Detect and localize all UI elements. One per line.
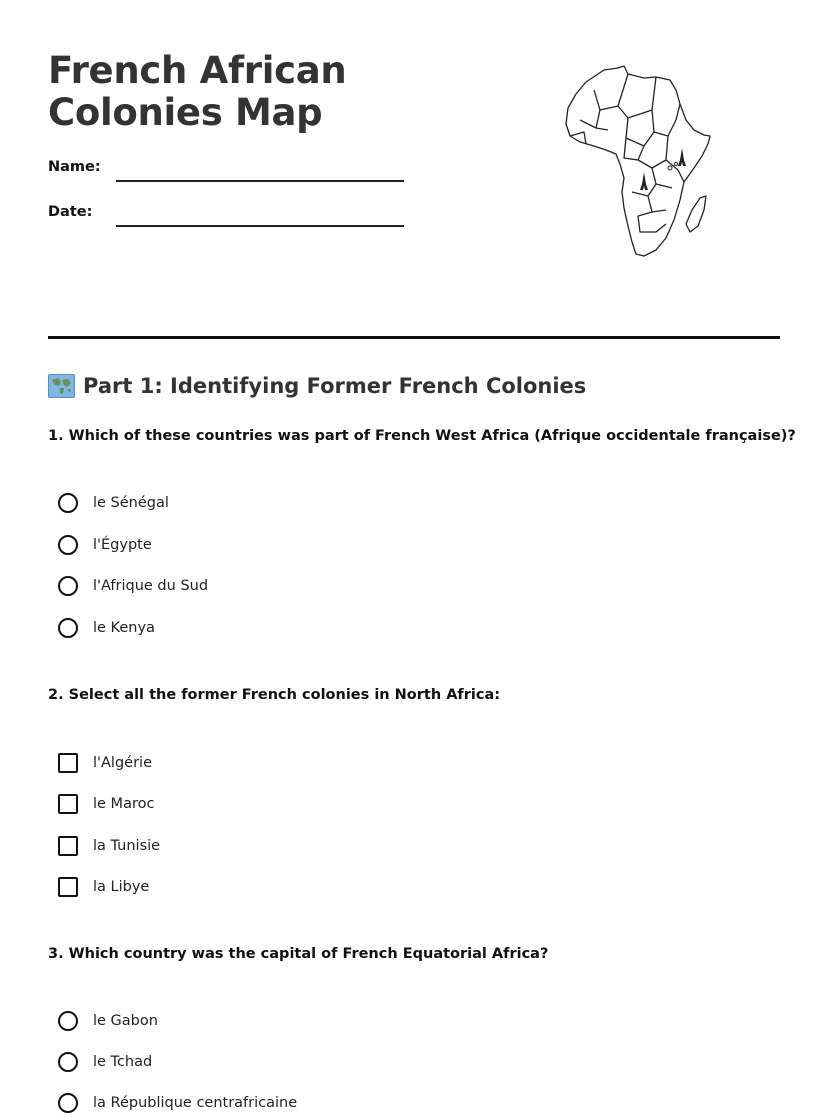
checkbox[interactable]	[58, 836, 78, 856]
page-title: French African Colonies Map	[48, 49, 347, 134]
option-label: la Libye	[93, 879, 150, 895]
q3-option-1[interactable]	[58, 1009, 158, 1033]
q3-option-2[interactable]	[58, 1050, 152, 1074]
checkbox[interactable]	[58, 753, 78, 773]
radio-button[interactable]	[58, 576, 78, 596]
option-label: le Tchad	[93, 1054, 153, 1070]
q1-option-2[interactable]	[58, 533, 152, 557]
radio-button[interactable]	[58, 1093, 78, 1113]
date-field[interactable]	[116, 225, 404, 227]
radio-button[interactable]	[58, 535, 78, 555]
q2-option-1[interactable]	[58, 751, 152, 775]
option-label: la Tunisie	[93, 838, 161, 854]
q2-option-4[interactable]	[58, 875, 149, 899]
checkbox[interactable]	[58, 794, 78, 814]
section-divider	[48, 336, 780, 339]
part1-heading	[48, 374, 586, 398]
q3-option-3[interactable]	[58, 1091, 297, 1115]
q1-option-1[interactable]	[58, 491, 169, 515]
option-label: l'Égypte	[93, 537, 152, 553]
part1-title: Part 1: Identifying Former French Colonies	[83, 374, 587, 398]
option-label: le Gabon	[93, 1013, 158, 1029]
option-label: l'Algérie	[93, 755, 152, 771]
world-map-icon	[48, 374, 75, 398]
question-1-text: 1. Which of these countries was part of French West Africa (Afrique occidentale française)?	[48, 428, 796, 444]
date-label: Date:	[48, 204, 93, 220]
africa-map-icon	[556, 60, 720, 260]
q1-option-4[interactable]	[58, 616, 155, 640]
option-label: le Kenya	[93, 620, 155, 636]
radio-button[interactable]	[58, 1052, 78, 1072]
q1-option-3[interactable]	[58, 574, 208, 598]
radio-button[interactable]	[58, 618, 78, 638]
question-2-text: 2. Select all the former French colonies in North Africa:	[48, 687, 501, 703]
option-label: le Maroc	[93, 796, 155, 812]
q2-option-3[interactable]	[58, 834, 160, 858]
radio-button[interactable]	[58, 1011, 78, 1031]
name-label: Name:	[48, 159, 101, 175]
option-label: la République centrafricaine	[93, 1095, 298, 1111]
option-label: l'Afrique du Sud	[93, 578, 209, 594]
radio-button[interactable]	[58, 493, 78, 513]
name-field[interactable]	[116, 180, 404, 182]
q2-option-2[interactable]	[58, 792, 154, 816]
question-3-text: 3. Which country was the capital of French Equatorial Africa?	[48, 946, 549, 962]
option-label: le Sénégal	[93, 495, 169, 511]
checkbox[interactable]	[58, 877, 78, 897]
